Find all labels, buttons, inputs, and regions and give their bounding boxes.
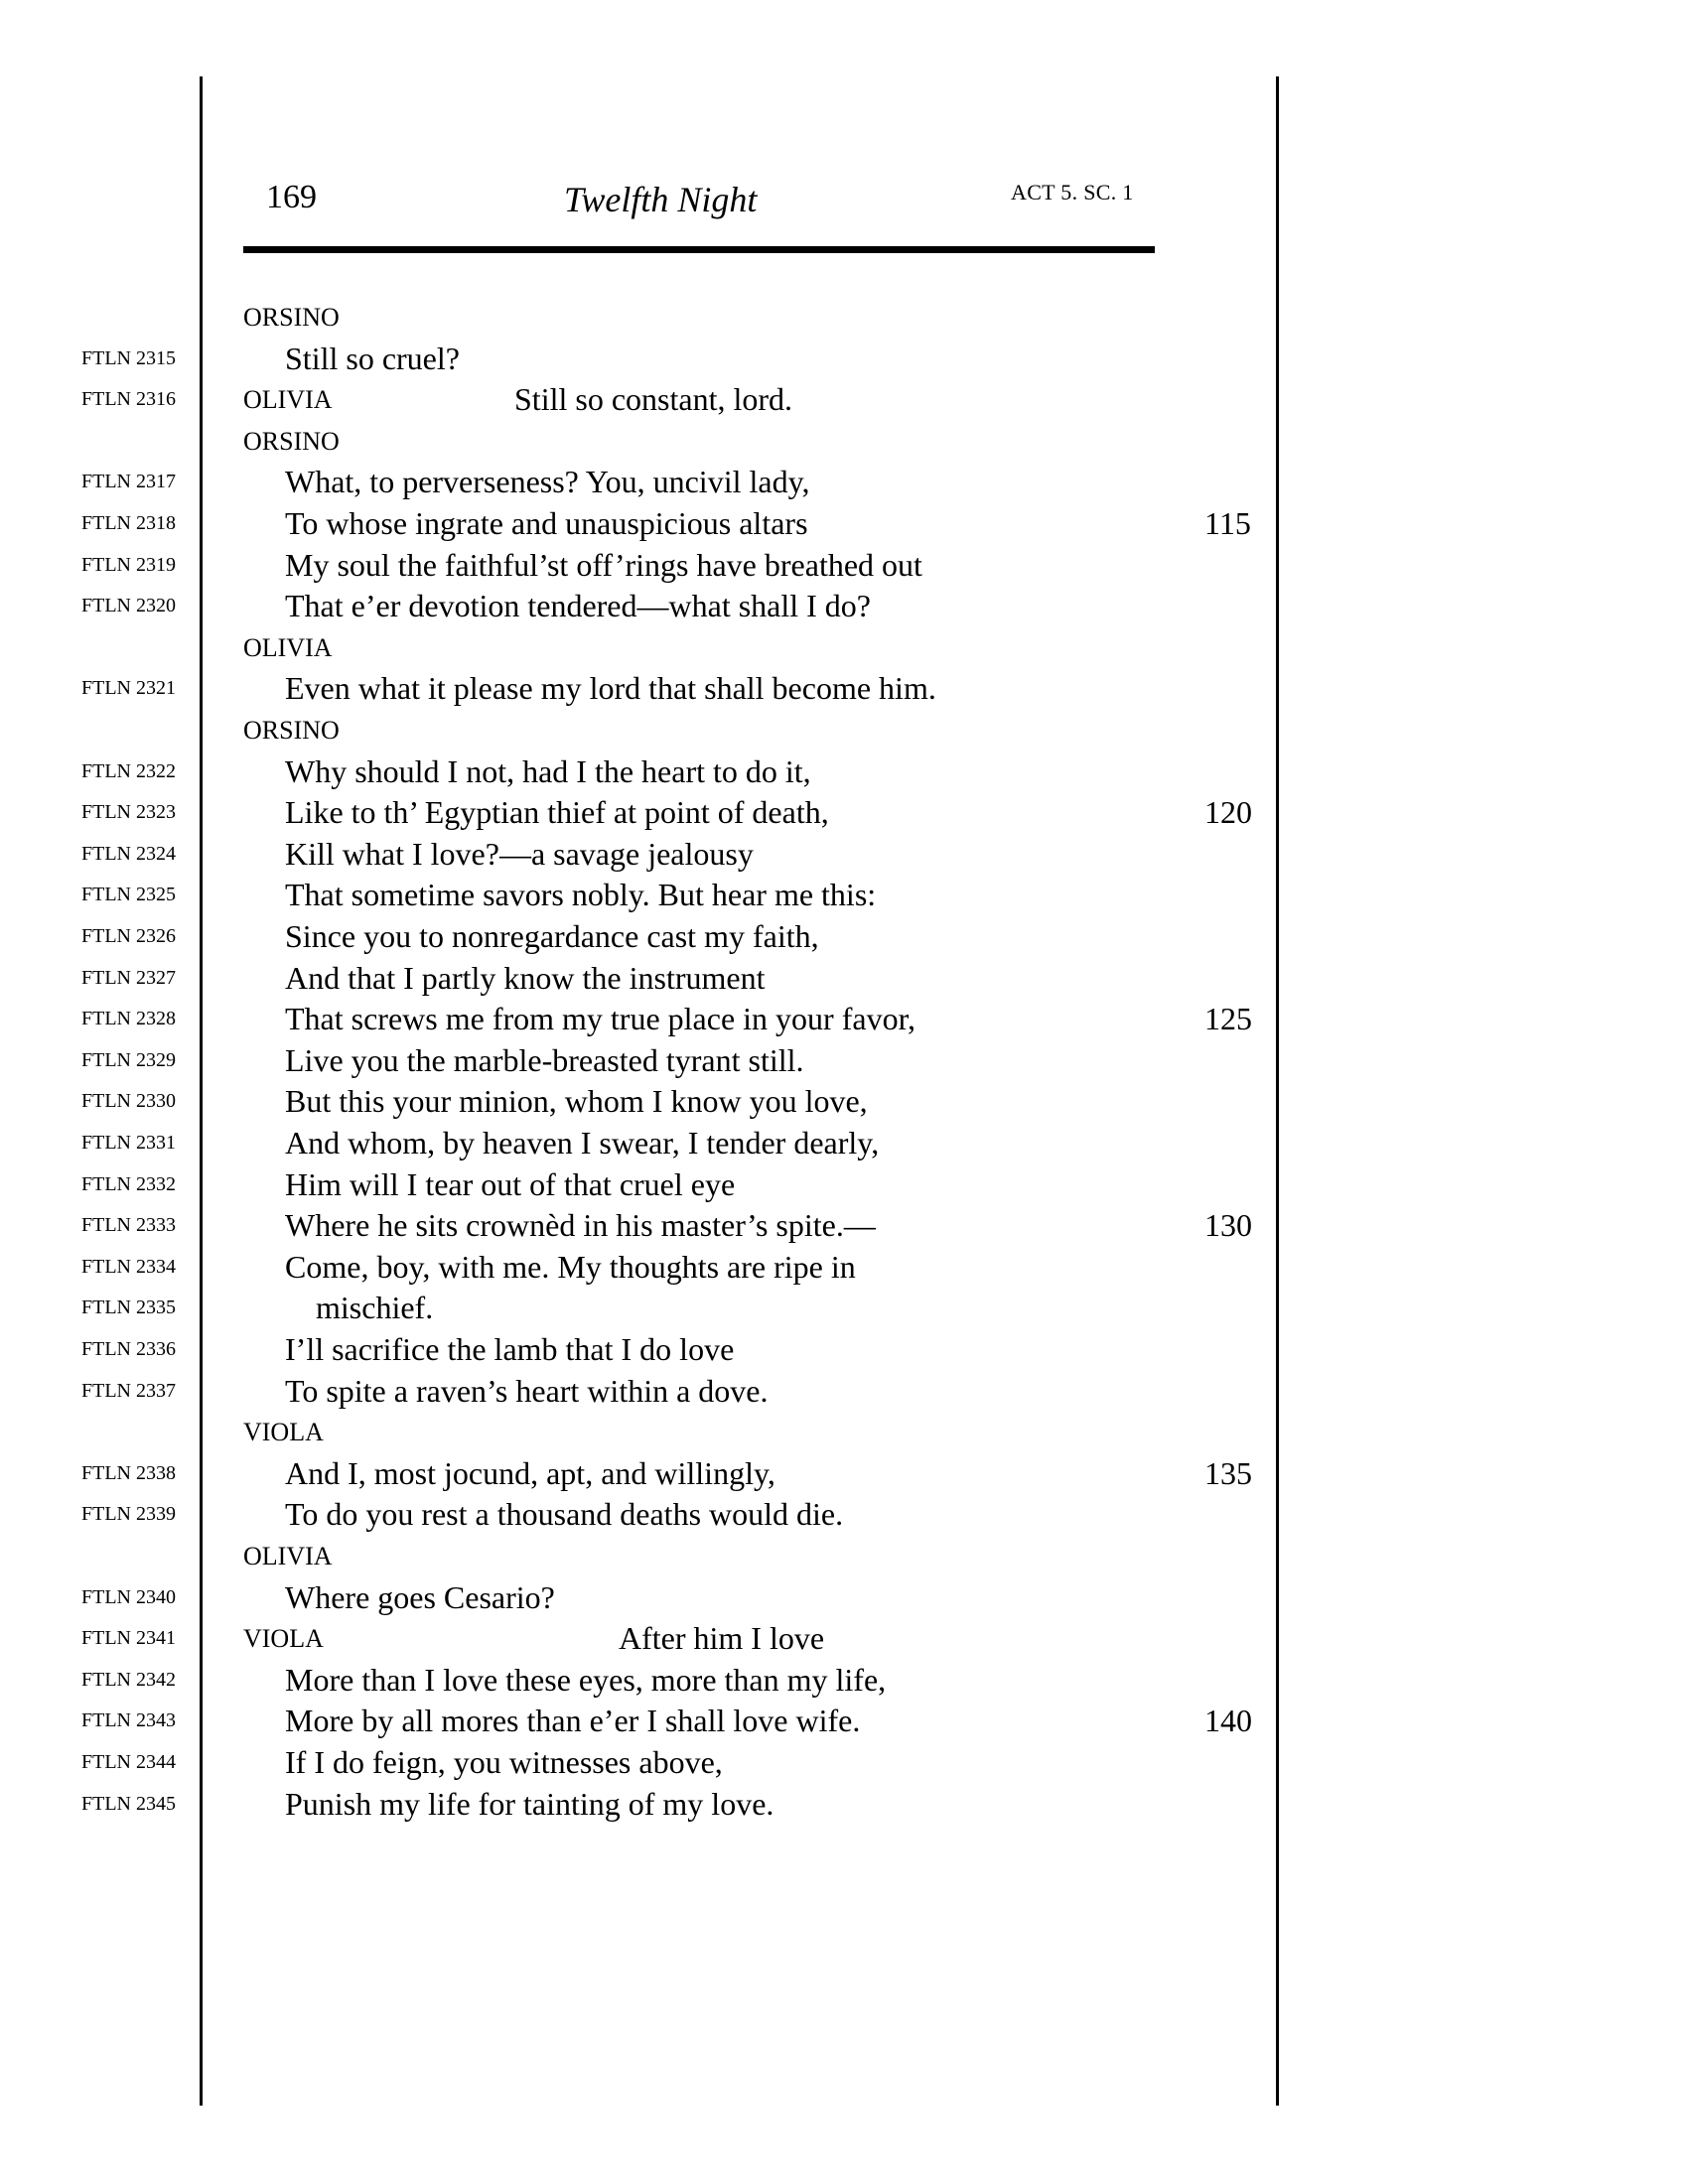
speaker-name: VIOLA [243,1418,324,1447]
ftln-number: FTLN 2333 [81,1214,176,1237]
verse-line: Still so cruel? [285,340,460,376]
verse-line: Why should I not, had I the heart to do it, [285,752,811,789]
page-number: 169 [266,179,317,215]
verse-row [0,542,1688,584]
verse-row [0,376,1688,418]
verse-line: More than I love these eyes, more than my life, [285,1661,887,1698]
verse-line: To do you rest a thousand deaths would die. [285,1496,844,1533]
verse-row [0,583,1688,624]
verse-row [0,1120,1688,1161]
verse-row [0,789,1688,831]
ftln-number: FTLN 2323 [81,801,176,824]
ftln-number: FTLN 2329 [81,1048,176,1071]
ftln-number: FTLN 2318 [81,512,176,534]
speaker-heading-row [0,294,1688,336]
ftln-number: FTLN 2341 [81,1627,176,1650]
verse-line: Him will I tear out of that cruel eye [285,1165,736,1202]
verse-line: That sometime savors nobly. But hear me this: [285,877,877,913]
verse-line: And I, most jocund, apt, and willingly, [285,1454,775,1491]
verse-row [0,1037,1688,1079]
verse-line: Punish my life for tainting of my love. [285,1785,774,1822]
ftln-number: FTLN 2334 [81,1255,176,1278]
verse-line: That e’er devotion tendered—what shall I do? [285,588,871,624]
line-number: 135 [1204,1454,1252,1491]
speaker-heading-row [0,1533,1688,1574]
ftln-number: FTLN 2327 [81,966,176,989]
speaker-name: VIOLA [243,1624,324,1654]
ftln-number: FTLN 2345 [81,1792,176,1815]
verse-row [0,1368,1688,1410]
verse-row [0,336,1688,377]
ftln-number: FTLN 2336 [81,1338,176,1360]
verse-row [0,831,1688,873]
verse-line: More by all mores than e’er I shall love wife. [285,1703,861,1739]
verse-row [0,996,1688,1037]
ftln-number: FTLN 2320 [81,595,176,617]
verse-line: Since you to nonregardance cast my faith, [285,918,819,954]
speaker-name: OLIVIA [243,385,333,415]
line-number: 120 [1204,794,1252,831]
ftln-number: FTLN 2326 [81,925,176,947]
verse-line: Come, boy, with me. My thoughts are ripe in [285,1248,856,1285]
ftln-number: FTLN 2340 [81,1585,176,1608]
speaker-name: ORSINO [243,426,340,456]
verse-row [0,500,1688,542]
verse-line: But this your minion, whom I know you love, [285,1083,868,1120]
verse-line: What, to perverseness? You, uncivil lady, [285,464,810,500]
verse-row [0,913,1688,955]
ftln-number: FTLN 2328 [81,1008,176,1030]
verse-row [0,749,1688,790]
verse-row [0,1615,1688,1657]
ftln-number: FTLN 2321 [81,677,176,700]
speaker-heading-row [0,1409,1688,1450]
verse-line: Where he sits crownèd in his master’s spite.— [285,1207,876,1244]
act-scene-label: ACT 5. SC. 1 [1011,180,1134,205]
verse-row [0,1491,1688,1533]
ftln-number: FTLN 2325 [81,884,176,906]
ftln-number: FTLN 2315 [81,346,176,369]
verse-row [0,1078,1688,1120]
verse-line: And whom, by heaven I swear, I tender dearly, [285,1125,880,1160]
verse-row [0,1161,1688,1203]
ftln-number: FTLN 2330 [81,1090,176,1113]
verse-row [0,665,1688,707]
verse-line: If I do feign, you witnesses above, [285,1744,723,1780]
verse-row [0,1450,1688,1492]
verse-row [0,1202,1688,1244]
verse-row [0,459,1688,500]
ftln-number: FTLN 2324 [81,842,176,865]
ftln-number: FTLN 2337 [81,1379,176,1402]
verse-line: My soul the faithful’st off’rings have breathed out [285,546,922,583]
speaker-heading-row [0,624,1688,666]
verse-line: Even what it please my lord that shall become him. [285,670,936,707]
speaker-name: ORSINO [243,303,340,332]
ftln-number: FTLN 2322 [81,759,176,782]
verse-row [0,1326,1688,1368]
verse-line: That screws me from my true place in your favor, [285,1001,915,1037]
verse-row [0,1285,1688,1326]
verse-line: To spite a raven’s heart within a dove. [285,1372,769,1409]
ftln-number: FTLN 2317 [81,471,176,493]
ftln-number: FTLN 2342 [81,1668,176,1691]
line-number: 140 [1204,1703,1252,1739]
verse-row [0,955,1688,997]
verse-line: mischief. [316,1290,434,1326]
verse-row [0,872,1688,913]
line-number: 115 [1204,505,1251,541]
ftln-number: FTLN 2331 [81,1132,176,1154]
verse-line: Live you the marble-breasted tyrant still. [285,1041,804,1078]
ftln-number: FTLN 2339 [81,1503,176,1526]
verse-line: Kill what I love?—a savage jealousy [285,835,754,872]
verse-row [0,1657,1688,1699]
speaker-name: OLIVIA [243,632,333,662]
ftln-number: FTLN 2316 [81,388,176,411]
verse-line: I’ll sacrifice the lamb that I do love [285,1331,735,1367]
ftln-number: FTLN 2319 [81,553,176,576]
verse-line: And that I partly know the instrument [285,959,766,996]
ftln-number: FTLN 2343 [81,1709,176,1732]
verse-row [0,1244,1688,1286]
verse-line: After him I love [619,1620,825,1657]
line-number: 125 [1204,1001,1252,1037]
ftln-number: FTLN 2338 [81,1461,176,1484]
verse-row [0,1698,1688,1739]
line-number: 130 [1204,1207,1252,1244]
ftln-number: FTLN 2344 [81,1751,176,1773]
speaker-heading-row [0,418,1688,460]
speaker-name: ORSINO [243,716,340,745]
ftln-number: FTLN 2335 [81,1297,176,1319]
verse-line: Where goes Cesario? [285,1578,555,1615]
speaker-name: OLIVIA [243,1542,333,1570]
play-title: Twelfth Night [564,180,758,219]
verse-row [0,1739,1688,1781]
verse-row [0,1781,1688,1823]
verse-line: To whose ingrate and unauspicious altars [285,505,808,541]
speaker-heading-row [0,707,1688,749]
verse-line: Like to th’ Egyptian thief at point of death, [285,794,829,831]
verse-row [0,1574,1688,1616]
verse-line: Still so constant, lord. [514,381,792,418]
ftln-number: FTLN 2332 [81,1172,176,1195]
